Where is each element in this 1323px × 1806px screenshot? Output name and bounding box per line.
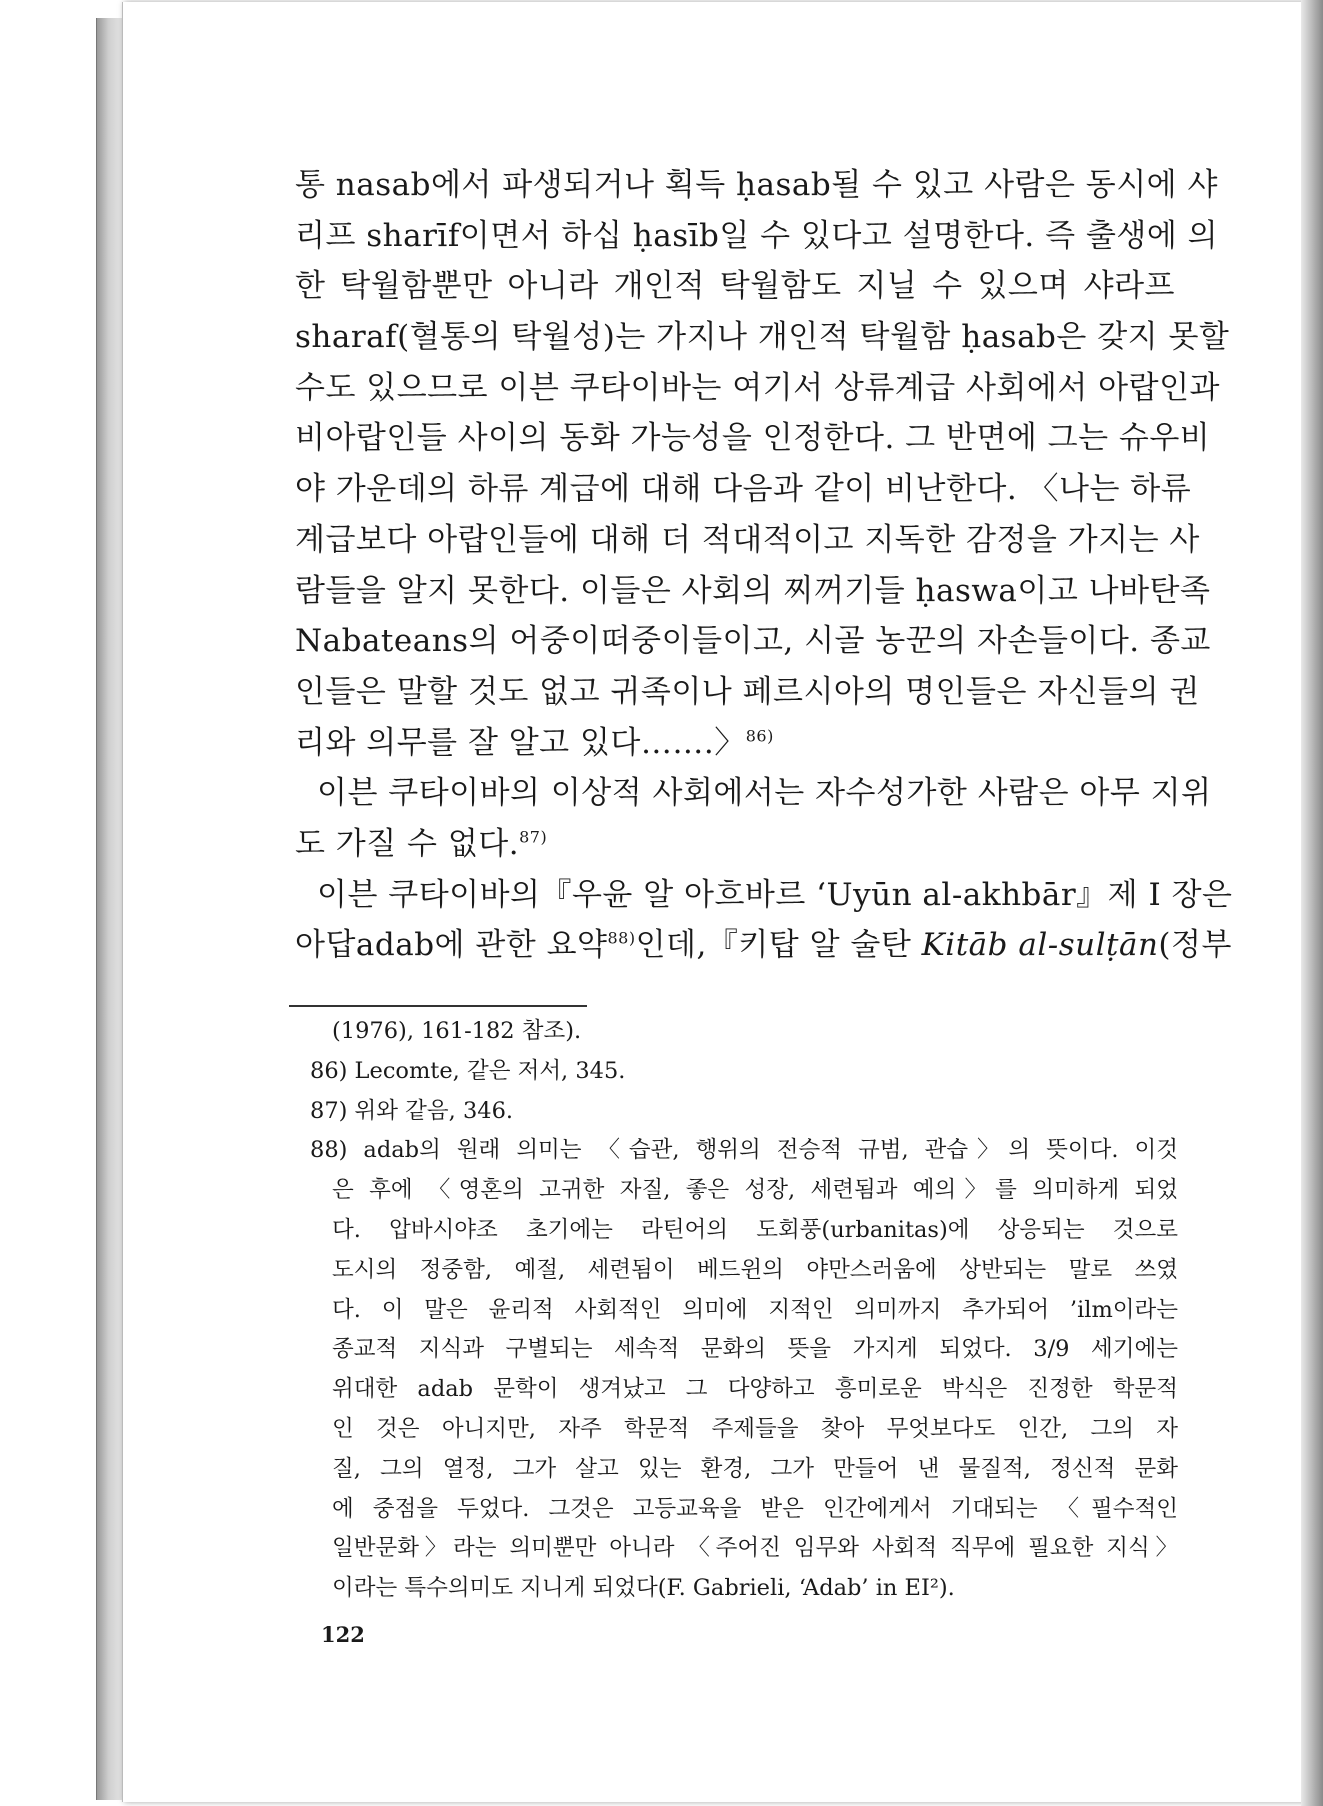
- footnote-ref: 86): [745, 726, 774, 746]
- footnote-line: 이라는 특수의미도 지니게 되었다(F. Gabrieli, ‘Adab’ in EI²).: [332, 1575, 955, 1602]
- body-line-text: (정부: [1158, 927, 1232, 964]
- body-line: 람들을 알지 못한다. 이들은 사회의 찌꺼기들 ḥaswa이고 나바탄족: [295, 572, 1211, 609]
- footnotes: [310, 1012, 1178, 1609]
- footnote-ref: 87): [519, 827, 548, 847]
- body-line: 이븐 쿠타이바의『우윤 알 아흐바르 ‘Uyūn al-akhbār』제 I 장은: [317, 876, 1233, 913]
- footnote-line: 도시의 정중함, 예절, 세련됨이 베드윈의 야만스러움에 상반되는 말로 쓰였: [332, 1256, 1178, 1283]
- body-line: 인들은 말할 것도 없고 귀족이나 페르시아의 명인들은 자신들의 권: [295, 673, 1200, 710]
- footnote-line: 일반문화〉라는 의미뿐만 아니라 〈주어진 임무와 사회적 직무에 필요한 지식〉: [332, 1535, 1178, 1562]
- footnote-line: (1976), 161-182 참조).: [332, 1018, 582, 1044]
- body-line: 계급보다 아랍인들에 대해 더 적대적이고 지독한 감정을 가지는 사: [295, 521, 1200, 558]
- body-line: [295, 920, 1232, 971]
- footnote-line: 88) adab의 원래 의미는 〈습관, 행위의 전승적 규범, 관습〉의 뜻이다. 이것: [310, 1137, 1178, 1164]
- footnote-line: 종교적 지식과 구별되는 세속적 문화의 뜻을 가지게 되었다. 3/9 세기에는: [332, 1336, 1178, 1363]
- footnote-line: 87) 위와 같음, 346.: [310, 1097, 514, 1124]
- body-line-text: 인데,『키탑 알 술탄: [635, 927, 922, 964]
- body-line: 비아랍인들 사이의 동화 가능성을 인정한다. 그 반면에 그는 슈우비: [295, 420, 1211, 457]
- footnote-line: 인 것은 아니지만, 자주 학문적 주제들을 찾아 무엇보다도 인간, 그의 자: [332, 1415, 1178, 1442]
- footnote-line: 다. 이 말은 윤리적 사회적인 의미에 지적인 의미까지 추가되어 ’ilm이라는: [332, 1296, 1178, 1323]
- page-number: 122: [321, 1622, 365, 1647]
- footnote-line: 다. 압바시야조 초기에는 라틴어의 도회풍(urbanitas)에 상응되는 것으로: [332, 1216, 1178, 1243]
- footnote-line: 질, 그의 열정, 그가 살고 있는 환경, 그가 만들어 낸 물질적, 정신적 문화: [332, 1455, 1178, 1482]
- footnote-line: 에 중점을 두었다. 그것은 고등교육을 받은 인간에게서 기대되는 〈필수적인: [332, 1495, 1178, 1522]
- body-line: 리프 sharīf이면서 하십 ḥasīb일 수 있다고 설명한다. 즉 출생에 의: [295, 217, 1219, 254]
- body-line: [295, 819, 1175, 870]
- body-text: [295, 160, 1233, 971]
- body-line-text: 도 가질 수 없다.: [295, 825, 520, 862]
- footnote-rule: [289, 1005, 587, 1007]
- footnote-line: 은 후에 〈영혼의 고귀한 자질, 좋은 성장, 세련됨과 예의〉를 의미하게 되었: [332, 1177, 1178, 1204]
- body-line: 수도 있으므로 이븐 쿠타이바는 여기서 상류계급 사회에서 아랍인과: [295, 369, 1220, 406]
- footnote-line: 위대한 adab 문학이 생겨났고 그 다양하고 흥미로운 박식은 진정한 학문적: [332, 1376, 1178, 1403]
- body-line-text: 리와 의무를 잘 알고 있다…….〉: [295, 724, 746, 761]
- body-line-text: 아답adab에 관한 요약: [295, 927, 608, 964]
- body-line: 이븐 쿠타이바의 이상적 사회에서는 자수성가한 사람은 아무 지위: [317, 775, 1212, 812]
- body-line: 한 탁월함뿐만 아니라 개인적 탁월함도 지닐 수 있으며 샤라프: [295, 268, 1175, 305]
- footnote-ref: 88): [607, 928, 636, 948]
- book-spine: [96, 18, 123, 1800]
- body-line: [295, 718, 1175, 769]
- footnote-line: 86) Lecomte, 같은 저서, 345.: [310, 1057, 626, 1084]
- book-title-italic: Kitāb al-sulṭān: [921, 927, 1159, 964]
- body-line: Nabateans의 어중이떠중이들이고, 시골 농꾼의 자손들이다. 종교: [295, 623, 1211, 660]
- body-line: 야 가운데의 하류 계급에 대해 다음과 같이 비난한다. 〈나는 하류: [295, 471, 1192, 508]
- body-line: sharaf(혈통의 탁월성)는 가지나 개인적 탁월함 ḥasab은 갖지 못할: [295, 319, 1230, 356]
- body-line: 통 nasab에서 파생되거나 획득 ḥasab될 수 있고 사람은 동시에 샤: [295, 167, 1218, 203]
- page-edge-shadow: [1301, 0, 1323, 1806]
